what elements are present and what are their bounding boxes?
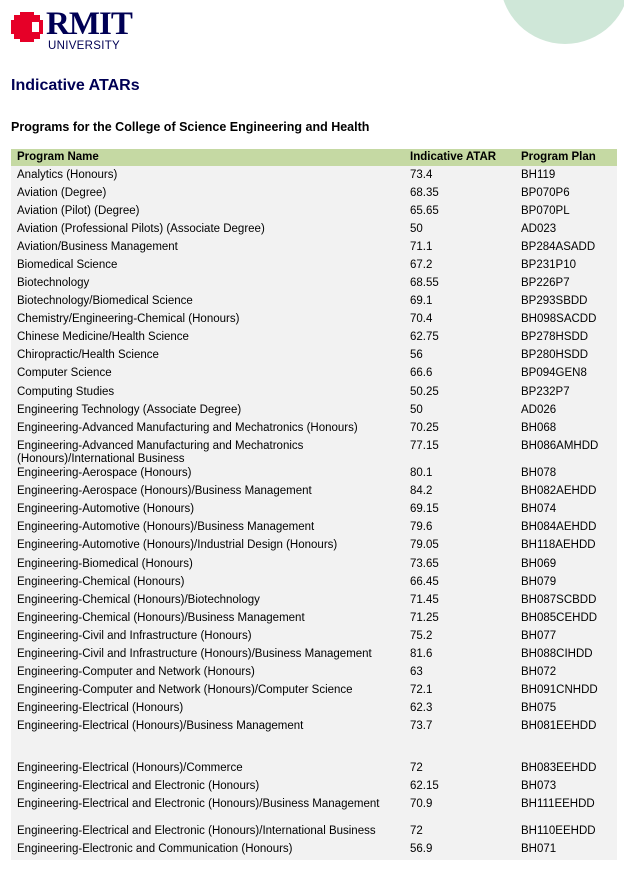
program-plan-cell: BP231P10: [521, 259, 576, 271]
program-name-cell: Aviation (Pilot) (Degree): [17, 205, 140, 217]
atar-cell: 66.45: [410, 576, 439, 588]
program-plan-cell: BH073: [521, 780, 557, 792]
program-plan-cell: BH071: [521, 843, 557, 855]
logo-subtitle: UNIVERSITY: [48, 40, 121, 52]
program-name-cell: Engineering-Biomedical (Honours): [17, 558, 193, 570]
program-plan-cell: BP280HSDD: [521, 349, 589, 361]
program-plan-cell: BH110EEHDD: [521, 825, 596, 837]
program-name-cell: Engineering-Aerospace (Honours): [17, 467, 192, 479]
atar-cell: 66.6: [410, 367, 433, 379]
program-plan-cell: BH078: [521, 467, 557, 479]
section-heading: Programs for the College of Science Engineering and Health: [11, 120, 370, 134]
atar-cell: 70.4: [410, 313, 433, 325]
program-name-cell: Engineering-Electrical and Electronic (Honours)/International Business: [17, 825, 376, 837]
program-name-cell: Engineering-Electrical and Electronic (Honours)/Business Management: [17, 798, 380, 810]
program-plan-cell: BH068: [521, 422, 557, 434]
program-plan-cell: BH111EEHDD: [521, 798, 595, 810]
program-name-cell: Aviation (Degree): [17, 187, 107, 199]
program-name-cell: Engineering-Automotive (Honours)/Industrial Design (Honours): [17, 539, 338, 551]
program-name-cell: Engineering-Aerospace (Honours)/Business Management: [17, 485, 312, 497]
program-plan-cell: BH088CIHDD: [521, 648, 593, 660]
program-plan-cell: BH077: [521, 630, 557, 642]
atar-cell: 50: [410, 404, 423, 416]
program-plan-cell: BH072: [521, 666, 557, 678]
atar-cell: 68.55: [410, 277, 439, 289]
atar-cell: 73.65: [410, 558, 439, 570]
program-name-cell: Analytics (Honours): [17, 169, 118, 181]
program-name-cell: Chemistry/Engineering-Chemical (Honours): [17, 313, 240, 325]
program-plan-cell: BH084AEHDD: [521, 521, 597, 533]
atar-cell: 62.15: [410, 780, 439, 792]
program-name-cell: Engineering-Computer and Network (Honours): [17, 666, 255, 678]
program-plan-cell: BP284ASADD: [521, 241, 596, 253]
program-plan-cell: BH119: [521, 169, 556, 181]
program-plan-cell: AD026: [521, 404, 557, 416]
program-name-cell: Engineering-Chemical (Honours)/Biotechnology: [17, 594, 260, 606]
atar-cell: 70.25: [410, 422, 439, 434]
logo-wordmark: RMIT: [46, 6, 132, 42]
atar-cell: 72: [410, 762, 423, 774]
atar-cell: 69.1: [410, 295, 433, 307]
atar-cell: 63: [410, 666, 423, 678]
program-name-cell: Engineering-Advanced Manufacturing and Mechatronics (Honours)/International Business: [17, 440, 304, 465]
page-title: Indicative ATARs: [11, 77, 140, 94]
atar-cell: 79.6: [410, 521, 433, 533]
atar-table: [11, 149, 617, 860]
program-name-cell: Engineering-Chemical (Honours)/Business Management: [17, 612, 305, 624]
program-name-cell: Engineering-Civil and Infrastructure (Honours): [17, 630, 252, 642]
atar-cell: 71.45: [410, 594, 439, 606]
program-name-cell: Aviation/Business Management: [17, 241, 178, 253]
program-name-cell: Engineering-Electrical (Honours)/Commerce: [17, 762, 243, 774]
program-name-cell: Engineering-Electrical and Electronic (Honours): [17, 780, 260, 792]
program-plan-cell: AD023: [521, 223, 557, 235]
program-plan-cell: BP232P7: [521, 386, 570, 398]
program-plan-cell: BH075: [521, 702, 557, 714]
atar-cell: 77.15: [410, 440, 439, 452]
atar-cell: 70.9: [410, 798, 433, 810]
atar-cell: 65.65: [410, 205, 439, 217]
program-name-cell: Chiropractic/Health Science: [17, 349, 159, 361]
program-plan-cell: BH086AMHDD: [521, 440, 599, 452]
atar-cell: 73.4: [410, 169, 433, 181]
program-name-cell: Chinese Medicine/Health Science: [17, 331, 189, 343]
program-plan-cell: BH098SACDD: [521, 313, 597, 325]
program-name-cell: Engineering-Electrical (Honours)/Business Management: [17, 720, 304, 732]
atar-cell: 72: [410, 825, 423, 837]
atar-cell: 72.1: [410, 684, 433, 696]
program-plan-cell: BH082AEHDD: [521, 485, 597, 497]
program-plan-cell: BP094GEN8: [521, 367, 587, 379]
program-plan-cell: BH085CEHDD: [521, 612, 598, 624]
program-name-cell: Engineering-Computer and Network (Honours)/Computer Science: [17, 684, 353, 696]
atar-cell: 68.35: [410, 187, 439, 199]
atar-cell: 75.2: [410, 630, 433, 642]
program-name-cell: Computer Science: [17, 367, 112, 379]
program-name-cell: Engineering-Automotive (Honours)/Business Management: [17, 521, 315, 533]
program-plan-cell: BP226P7: [521, 277, 570, 289]
program-name-cell: Engineering-Advanced Manufacturing and Mechatronics (Honours): [17, 422, 358, 434]
atar-cell: 81.6: [410, 648, 433, 660]
atar-cell: 79.05: [410, 539, 439, 551]
program-name-cell: Biotechnology: [17, 277, 90, 289]
atar-cell: 50: [410, 223, 423, 235]
program-plan-cell: BP070PL: [521, 205, 570, 217]
atar-cell: 62.75: [410, 331, 439, 343]
atar-cell: 62.3: [410, 702, 433, 714]
program-name-cell: Engineering Technology (Associate Degree): [17, 404, 242, 416]
rmit-logo: [11, 8, 141, 54]
program-plan-cell: BH087SCBDD: [521, 594, 597, 606]
program-plan-cell: BP278HSDD: [521, 331, 589, 343]
program-name-cell: Engineering-Automotive (Honours): [17, 503, 195, 515]
atar-cell: 56: [410, 349, 423, 361]
program-plan-cell: BP070P6: [521, 187, 570, 199]
atar-cell: 80.1: [410, 467, 433, 479]
program-plan-cell: BH091CNHDD: [521, 684, 598, 696]
program-name-cell: Engineering-Chemical (Honours): [17, 576, 185, 588]
program-name-cell: Biomedical Science: [17, 259, 118, 271]
atar-cell: 67.2: [410, 259, 433, 271]
atar-cell: 84.2: [410, 485, 433, 497]
program-name-cell: Engineering-Electronic and Communication (Honours): [17, 843, 293, 855]
program-plan-cell: BH083EEHDD: [521, 762, 597, 774]
atar-cell: 69.15: [410, 503, 439, 515]
program-plan-cell: BH074: [521, 503, 557, 515]
program-name-cell: Engineering-Civil and Infrastructure (Honours)/Business Management: [17, 648, 372, 660]
program-name-cell: Biotechnology/Biomedical Science: [17, 295, 193, 307]
atar-cell: 71.25: [410, 612, 439, 624]
program-plan-cell: BH081EEHDD: [521, 720, 597, 732]
header-program-plan: Program Plan: [521, 151, 596, 163]
header-indicative-atar: Indicative ATAR: [410, 151, 497, 163]
atar-cell: 50.25: [410, 386, 439, 398]
program-plan-cell: BH069: [521, 558, 557, 570]
program-name-cell: Aviation (Professional Pilots) (Associate Degree): [17, 223, 265, 235]
program-plan-cell: BH118AEHDD: [521, 539, 596, 551]
program-name-cell: Engineering-Electrical (Honours): [17, 702, 184, 714]
atar-cell: 71.1: [410, 241, 433, 253]
program-plan-cell: BH079: [521, 576, 557, 588]
header-program-name: Program Name: [17, 151, 99, 163]
atar-cell: 56.9: [410, 843, 433, 855]
atar-cell: 73.7: [410, 720, 433, 732]
rmit-pixel-icon: [11, 12, 45, 42]
decorative-circle: [500, 0, 624, 44]
program-plan-cell: BP293SBDD: [521, 295, 588, 307]
program-name-cell: Computing Studies: [17, 386, 115, 398]
table-header-row: [11, 149, 617, 166]
